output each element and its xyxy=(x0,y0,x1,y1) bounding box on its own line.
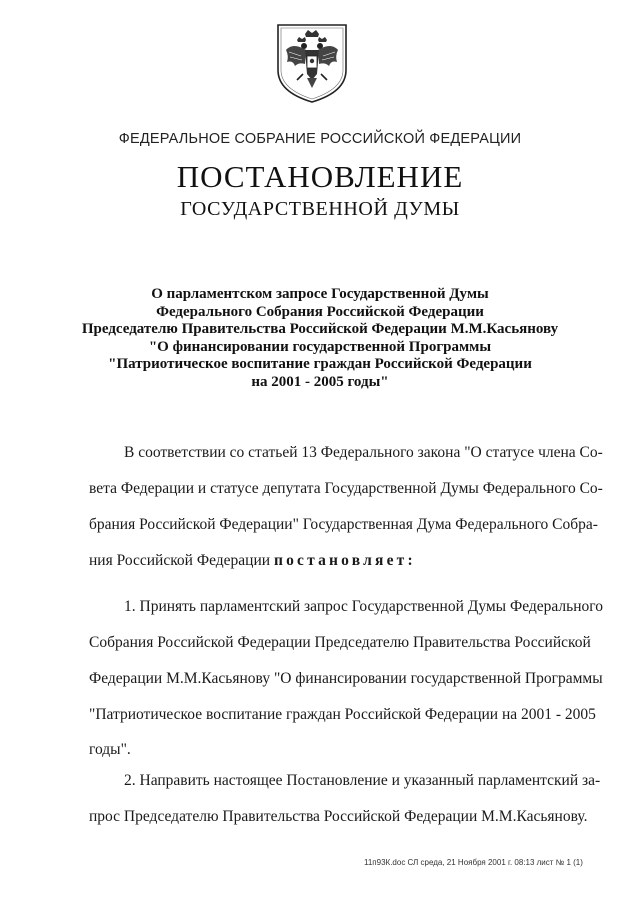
subject-line: "О финансировании государственной Программы xyxy=(148,338,492,355)
subject-line: Федерального Собрания Российской Федерации xyxy=(156,303,484,320)
organization-name: ФЕДЕРАЛЬНОЕ СОБРАНИЕ РОССИЙСКОЙ ФЕДЕРАЦИИ xyxy=(118,131,522,147)
item2-line: прос Председателю Правительства Российской Федерации М.М.Касьянову. xyxy=(89,808,588,825)
preamble-text: ния Российской Федерации xyxy=(89,552,271,569)
preamble-line-final xyxy=(89,552,416,570)
preamble-line: вета Федерации и статусе депутата Государственной Думы Федерального Со- xyxy=(89,480,603,497)
decrees-keyword: постановляет: xyxy=(273,552,416,569)
item1-line: Собрания Российской Федерации Председателю Правительства Российской xyxy=(89,634,591,651)
item1-line: 1. Принять парламентский запрос Государственной Думы Федерального xyxy=(124,598,603,615)
subject-line: на 2001 - 2005 годы" xyxy=(251,373,389,390)
item1-line: "Патриотическое воспитание граждан Российской Федерации на 2001 - 2005 xyxy=(89,706,596,723)
subject-line: О парламентском запросе Государственной Думы xyxy=(151,286,489,302)
document-type-title: ПОСТАНОВЛЕНИЕ xyxy=(176,159,464,194)
preamble-line: брания Российской Федерации" Государственная Дума Федерального Собра- xyxy=(89,516,598,533)
subject-line: "Патриотическое воспитание граждан Российской Федерации xyxy=(108,356,532,372)
russian-coat-of-arms-icon xyxy=(275,22,349,104)
item1-line: Федерации М.М.Касьянову "О финансировании государственной Программы xyxy=(89,670,603,687)
item2-line: 2. Направить настоящее Постановление и указанный парламентский за- xyxy=(124,772,601,789)
document-subject xyxy=(0,286,640,391)
item1-line: годы". xyxy=(89,741,131,758)
file-footer: 11п93К.doc СЛ среда, 21 Ноября 2001 г. 08:13 лист № 1 (1) xyxy=(364,858,583,867)
document-issuer-subtitle: ГОСУДАРСТВЕННОЙ ДУМЫ xyxy=(180,198,460,220)
preamble-line: В соответствии со статьей 13 Федерального закона "О статусе члена Со- xyxy=(124,444,603,461)
subject-line: Председателю Правительства Российской Федерации М.М.Касьянову xyxy=(81,321,559,337)
